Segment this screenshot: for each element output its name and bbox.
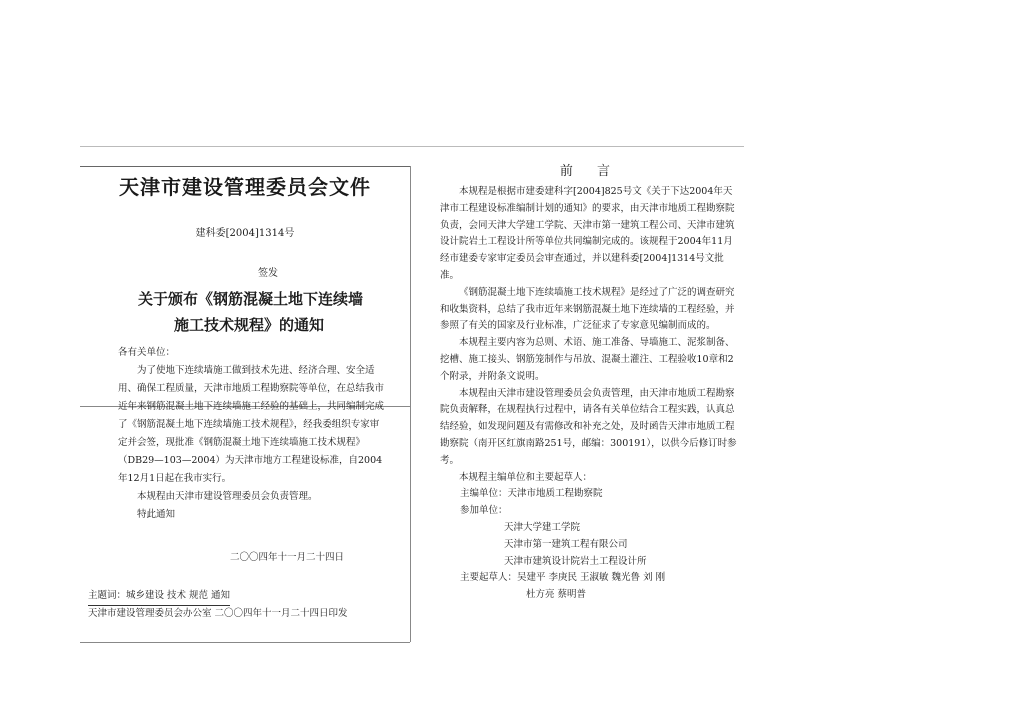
preface-paragraph: 本规程主编单位和主要起草人： [459,471,593,483]
preface-body [440,184,740,604]
issuing-office: 天津市建设管理委员会办公室 二〇〇四年十一月二十四日印发 [88,608,348,619]
participant-unit: 天津市第一建筑工程有限公司 [504,538,628,550]
notice-paragraph: 为了使地下连续墙施工做到技术先进、经济合理、安全适用、确保工程质量，天津市地质工程勘察院等单位，在总结我市近年来钢筋混凝土地下连续墙施工经验的基础上，共同编制完成了《钢筋混凝土地下连续墙施工技术规程》，经我委组织专家审定并会签，现批准《钢筋混凝土地下连续墙施工技术规程》（DB29—103—2004）为天津市地方工程建设标准，自2004年12月1日起在我市实行。 [118,365,385,484]
notice-title-line-1: 关于颁布《钢筋混凝土地下连续墙 [138,290,364,308]
notice-closing: 特此通知 [137,509,176,520]
drafters-line: 主要起草人：吴建平 李庚民 王淑敏 魏光鲁 刘 刚 [460,572,666,584]
notice-body [118,344,388,524]
doc-number: 建科委[2004]1314号 [195,228,295,239]
top-rule [80,146,744,147]
subject-words: 主题词：城乡建设 技术 规范 通知 [88,586,230,606]
participant-unit: 天津市建筑设计院岩土工程设计所 [504,555,647,567]
notice-title [138,286,363,338]
preface-paragraph: 《钢筋混凝土地下连续墙施工技术规程》是经过了广泛的调查研究和收集资料，总结了我市近年来钢筋混凝土地下连续墙的工程经验，并参照了有关的国家及行业标准，广泛征求了专家意见编制而成的。 [440,286,735,332]
chief-unit: 主编单位：天津市地质工程勘察院 [460,488,603,500]
preface-paragraph: 本规程由天津市建设管理委员会负责管理，由天津市地质工程勘察院负责解释，在规程执行过程中，请各有关单位结合工程实践，认真总结经验，如发现问题及有需修改和补充之处，及时函告天津市地质工程勘察院（南开区红旗南路251号，邮编：300191），以供今后修订时参考。 [440,387,737,466]
left-page [80,166,410,646]
sign-line: 签发 [258,268,278,279]
left-page-right-rule [410,166,411,642]
preface-heading: 前 言 [559,164,621,179]
preface-paragraph: 本规程是根据市建委建科字[2004]825号文《关于下达2004年天津市工程建设标准编制计划的通知》的要求，由天津市地质工程勘察院负责，会同天津大学建工学院、天津市第一建筑工程公司、天津市建筑设计院岩土工程设计所等单位共同编制完成的。该规程于2004年11月经市建委专家审定委员会审查通过，并以建科委[2004]1314号文批准。 [440,186,735,281]
salutation: 各有关单位： [118,347,176,358]
drafters-line: 杜方亮 蔡明普 [526,589,587,601]
doc-header: 天津市建设管理委员会文件 [119,175,371,199]
participant-unit: 天津大学建工学院 [504,521,581,533]
notice-title-line-2: 施工技术规程》的通知 [174,316,325,334]
preface-paragraph: 本规程主要内容为总则、术语、施工准备、导墙施工、泥浆制备、挖槽、施工接头、钢筋笼制作与吊放、混凝土灌注、工程验收10章和2个附录，并附条文说明。 [440,337,735,382]
notice-date: 二〇〇四年十一月二十四日 [230,552,345,563]
notice-paragraph: 本规程由天津市建设管理委员会负责管理。 [137,491,318,502]
right-page [440,160,740,600]
participants-label: 参加单位： [460,505,508,517]
